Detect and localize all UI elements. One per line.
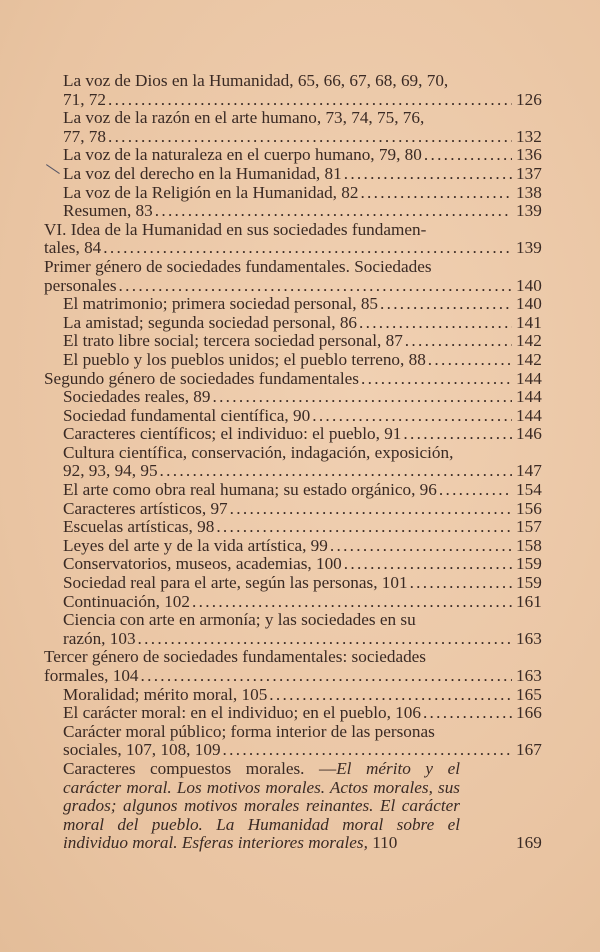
page-number: 141 [516,312,542,332]
toc-entry-line [44,648,516,667]
toc-entry [44,145,542,165]
toc-entry-text: 92, 93, 94, 95 [63,461,158,481]
toc-entry-text: El carácter moral: en el individuo; en el pueblo, 106 [63,703,421,723]
toc-entry-text: 77, 78 [63,126,106,146]
toc-entry [44,647,542,685]
leader-dots [192,593,512,612]
toc-entry [44,368,542,389]
toc-entry-text: El pueblo y los pueblos unidos; el pueblo terreno, 88 [63,349,426,369]
toc-entry-line [63,109,516,128]
toc-entry-line [63,573,542,593]
page-number: 138 [516,182,542,202]
toc-entry-line [44,238,542,258]
page-number: 169 [516,833,542,853]
toc-entry [44,554,542,574]
page-number: 137 [516,163,542,183]
leader-dots [424,146,512,165]
table-of-contents [44,71,542,853]
leader-dots [223,741,512,760]
toc-entry-text: formales, 104 [44,666,139,685]
toc-entry-line [63,461,542,481]
toc-entry [44,517,542,537]
leader-dots [155,202,512,221]
toc-entry-text: La voz de Dios en la Humanidad, 65, 66, 67, 68, 69, 70, [63,71,449,90]
toc-entry-text: Leyes del arte y de la vida artística, 99 [63,535,328,555]
page-number: 144 [516,387,542,407]
toc-entry-line [63,424,542,444]
toc-entry-text: razón, 103 [63,628,136,648]
toc-entry-line [63,517,542,537]
toc-entry-line [63,182,542,203]
toc-entry [44,182,542,203]
leader-dots [108,91,512,110]
page-number: 126 [516,89,542,109]
toc-entry [44,573,542,593]
leader-dots [428,351,512,370]
toc-entry-text: Ciencia con arte en armonía; y las sociedades en su [63,610,416,630]
toc-entry-text: Sociedad real para el arte, según las personas, 101 [63,573,408,593]
toc-entry-text: Conservatorios, museos, academias, 100 [63,554,342,574]
toc-entry-text: 71, 72 [63,89,106,109]
toc-entry-line [63,405,542,426]
toc-entry-text: VI. Idea de la Humanidad en sus sociedades fundamen- [44,219,427,239]
leader-dots [212,388,512,407]
toc-entry-line [63,554,542,574]
leader-dots [439,481,512,500]
toc-entry-line [44,275,542,296]
page-number: 132 [516,126,542,146]
toc-entry-line [63,201,542,221]
toc-entry-roman: Caracteres compuestos morales. — [63,758,337,778]
page-number: 163 [516,666,542,685]
leader-dots [360,184,512,203]
toc-entry-line [63,72,516,91]
toc-entry [44,442,542,481]
leader-dots [108,128,512,147]
toc-entry-text [63,760,460,853]
toc-entry-text: La voz de la Religión en la Humanidad, 82 [63,182,359,202]
toc-entry [44,256,542,295]
toc-entry-text: Escuelas artísticas, 98 [63,517,215,537]
toc-entry-text: Segundo género de sociedades fundamentales [44,368,359,388]
toc-entry-text: sociales, 107, 108, 109 [63,740,221,760]
toc-entry [44,312,542,333]
leader-dots [138,630,512,649]
page-number: 157 [516,517,542,537]
toc-entry-line [44,666,542,686]
toc-entry [44,703,542,723]
leader-dots [330,537,512,556]
toc-entry-line [44,258,516,277]
toc-entry-line [63,163,542,184]
toc-entry-line [63,126,542,147]
leader-dots [361,370,512,389]
leader-dots [230,500,512,519]
toc-entry-line [63,703,542,723]
toc-entry-text: Resumen, 83 [63,201,153,221]
toc-entry-text: tales, 84 [44,238,102,258]
page-number: 146 [516,424,542,444]
toc-entry-text: Sociedad fundamental científica, 90 [63,405,311,425]
page-number: 158 [516,535,542,555]
leader-dots [359,314,512,333]
toc-entry [44,684,542,705]
toc-entry-line [63,723,516,742]
leader-dots [119,277,512,296]
toc-entry [44,424,542,444]
page-number: 142 [516,349,542,369]
toc-entry [44,498,542,519]
page-number: 163 [516,628,542,648]
toc-entry-line [44,221,516,240]
toc-entry [44,108,542,146]
toc-entry-line [63,535,542,556]
toc-entry-line [63,145,542,165]
page-number: 154 [516,480,542,500]
page-number: 167 [516,740,542,760]
leader-dots [141,667,512,686]
leader-dots [160,462,512,481]
toc-entry-line [63,591,542,612]
toc-entry-text: Cultura científica, conservación, indagación, exposición, [63,442,454,462]
toc-entry [44,591,542,612]
toc-entry-line [63,611,516,630]
toc-entry-line [63,480,542,500]
page-number: 156 [516,498,542,518]
page-number: 140 [516,275,542,295]
toc-entry-line [63,312,542,333]
leader-dots [344,165,512,184]
leader-dots [423,704,512,723]
toc-entry-text: Carácter moral público; forma interior de las personas [63,721,435,741]
toc-entry-italic: El mérito y el carácter moral. Los motivos morales. Actos morales, sus grados; algunos motivos morales reinantes. El carácter moral del pueblo. La Humanidad moral sobre el individuo moral. Esferas interiores morales, [63,758,460,853]
leader-dots [380,295,512,314]
leader-dots [344,555,512,574]
page-number: 159 [516,554,542,574]
leader-dots [103,239,512,258]
toc-entry [44,535,542,556]
toc-entry-line [44,368,542,389]
leader-dots [405,332,512,351]
page-number: 165 [516,684,542,704]
page-number: 147 [516,461,542,481]
page-number: 142 [516,331,542,351]
toc-entry [44,610,542,648]
toc-entry-text: Caracteres científicos; el individuo: el pueblo, 91 [63,424,402,444]
toc-entry [44,201,542,221]
leader-dots [269,686,512,705]
toc-entry [44,758,542,853]
toc-entry-line [63,740,542,760]
page-number: 136 [516,145,542,165]
toc-entry-text: El matrimonio; primera sociedad personal, 85 [63,294,379,314]
page-number: 144 [516,368,542,388]
toc-entry [44,219,542,258]
page-number: 144 [516,405,542,425]
leader-dots [410,574,512,593]
leader-dots [403,425,512,444]
toc-entry-text: El arte como obra real humana; su estado orgánico, 96 [63,480,437,500]
toc-entry-line [63,349,542,370]
toc-entry [44,480,542,500]
toc-entry-text: Primer género de sociedades fundamentales. Sociedades [44,256,432,276]
toc-entry-line [63,444,516,463]
page-number: 139 [516,238,542,258]
toc-entry [44,721,542,760]
page-number: 159 [516,573,542,593]
toc-entry [44,71,542,109]
toc-entry-text: Moralidad; mérito moral, 105 [63,684,268,704]
toc-entry-line [63,628,542,649]
toc-entry-text: El trato libre social; tercera sociedad personal, 87 [63,331,403,351]
toc-entry-text: La amistad; segunda sociedad personal, 86 [63,312,358,332]
toc-entry-text: La voz de la razón en el arte humano, 73, 74, 75, 76, [63,108,425,128]
page-number: 161 [516,591,542,611]
toc-entry [44,349,542,370]
toc-entry [44,163,542,184]
toc-entry-text: La voz del derecho en la Humanidad, 81 [63,163,342,183]
leader-dots [312,407,512,426]
toc-entry-line [63,387,542,407]
toc-entry [44,405,542,426]
toc-entry-text: Continuación, 102 [63,591,190,611]
toc-entry-text: La voz de la naturaleza en el cuerpo humano, 79, 80 [63,145,422,165]
toc-entry-text: personales [44,275,117,295]
page-number: 140 [516,294,542,314]
toc-entry-line [63,498,542,519]
toc-entry [44,331,542,351]
toc-entry-line [63,89,542,110]
toc-entry-tail: 110 [372,833,398,853]
toc-entry-line [63,331,542,351]
page-number: 139 [516,201,542,221]
toc-entry [44,294,542,314]
page-number: 166 [516,703,542,723]
toc-entry-line [63,294,542,314]
toc-entry-line [63,684,542,705]
toc-entry [44,387,542,407]
toc-entry-text: Tercer género de sociedades fundamentales: sociedades [44,647,426,667]
toc-entry-text: Caracteres artísticos, 97 [63,498,228,518]
leader-dots [216,518,512,537]
toc-entry-text: Sociedades reales, 89 [63,387,211,407]
